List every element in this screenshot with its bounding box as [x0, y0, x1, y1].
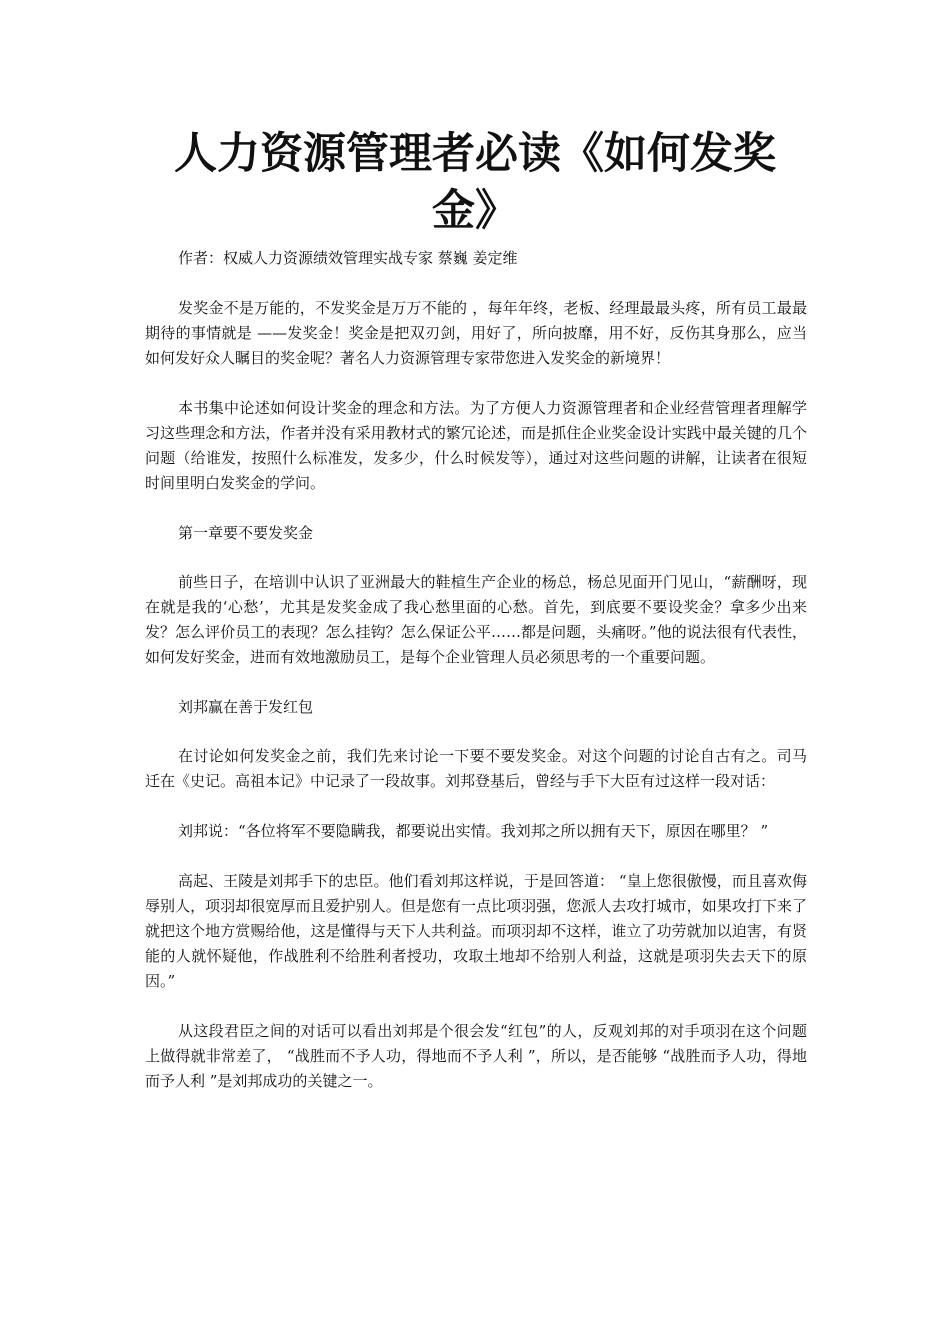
- chapter-heading: 第一章要不要发奖金: [178, 524, 314, 542]
- chapter-paragraph: 前些日子，在培训中认识了亚洲最大的鞋楦生产企业的杨总，杨总见面开门见山，“薪酬呀，现在就是我的‘心愁’，尤其是发奖金成了我心愁里面的心愁。首先，到底要不要设奖金？拿多少出来发？怎么评价员工的表现？怎么挂钩？怎么保证公平……都是问题，头痛呀。”他的说法很有代表性，如何发好奖金，进而有效地激励员工，是每个企业管理人员必须思考的一个重要问题。: [145, 573, 807, 666]
- document-body: [145, 246, 807, 1119]
- document-title: [120, 126, 830, 240]
- section-paragraph-1: 在讨论如何发奖金之前，我们先来讨论一下要不要发奖金。对这个问题的讨论自古有之。司马迁在《史记。高祖本记》中记录了一段故事。刘邦登基后，曾经与手下大臣有过这样一段对话：: [145, 747, 807, 790]
- section-paragraph-2: 刘邦说：“各位将军不要隐瞒我，都要说出实情。我刘邦之所以拥有天下，原因在哪里？ ”: [178, 822, 769, 840]
- title-line-1: 人力资源管理者必读《如何发奖: [174, 129, 776, 179]
- author-line: 作者：权威人力资源绩效管理实战专家 蔡巍 姜定维: [178, 249, 518, 267]
- intro-paragraph-2: 本书集中论述如何设计奖金的理念和方法。为了方便人力资源管理者和企业经营管理者理解学习这些理念和方法，作者并没有采用教材式的繁冗论述，而是抓住企业奖金设计实践中最关键的几个问题（给谁发，按照什么标准发，发多少，什么时候发等），通过对这些问题的讲解，让读者在很短时间里明白发奖金的学问。: [145, 399, 807, 492]
- section-heading: 刘邦赢在善于发红包: [178, 698, 314, 716]
- section-paragraph-3: 高起、王陵是刘邦手下的忠臣。他们看刘邦这样说，于是回答道： “皇上您很傲慢，而且喜欢侮辱别人，项羽却很宽厚而且爱护别人。但是您有一点比项羽强，您派人去攻打城市，如果攻打下来了就把这个地方赏赐给他，这是懂得与天下人共利益。而项羽却不这样，谁立了功劳就加以迫害，有贤能的人就怀疑他，作战胜利不给胜利者授功，攻取土地却不给别人利益，这就是项羽失去天下的原因。”: [145, 872, 807, 990]
- title-line-2: 金》: [432, 186, 518, 236]
- intro-paragraph-1: 发奖金不是万能的，不发奖金是万万不能的 ，每年年终，老板、经理最最头疼，所有员工最最期待的事情就是 ——发奖金！奖金是把双刃剑，用好了，所向披靡，用不好，反伤其身那么，应当如何发好众人瞩目的奖金呢？著名人力资源管理专家带您进入发奖金的新境界！: [145, 299, 807, 367]
- section-paragraph-4: 从这段君臣之间的对话可以看出刘邦是个很会发“红包”的人，反观刘邦的对手项羽在这个问题上做得就非常差了， “战胜而不予人功，得地而不予人利 ”，所以，是否能够 “战胜而予人功，得地而予人利 ”是刘邦成功的关键之一。: [145, 1022, 807, 1090]
